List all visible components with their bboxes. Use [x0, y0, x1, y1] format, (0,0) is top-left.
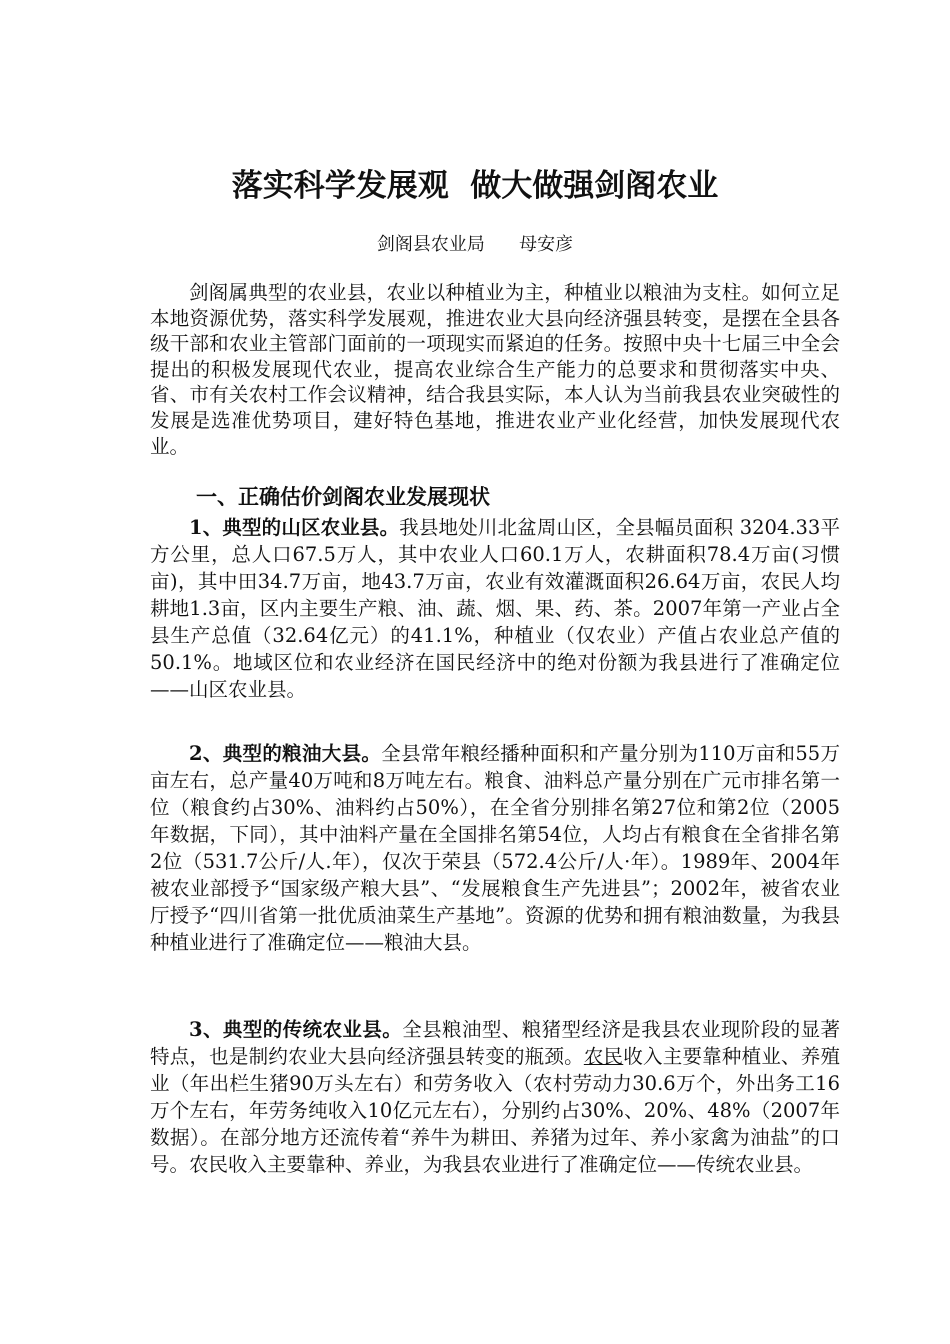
- section-heading: 一、正确估价剑阁农业发展现状: [196, 485, 490, 509]
- intro-paragraph: 剑阁属典型的农业县，农业以种植业为主，种植业以粮油为支柱。如何立足本地资源优势，落实科学发展观，推进农业大县向经济强县转变，是摆在全县各级干部和农业主管部门面前的一项现实而紧迫的任务。按照中央十七届三中全会提出的积极发展现代农业，提高农业综合生产能力的总要求和贯彻落实中央、省、市有关农村工作会议精神，结合我县实际，本人认为当前我县农业突破性的发展是选准优势项目，建好特色基地，推进农业产业化经营，加快发展现代农业。: [150, 281, 840, 458]
- item-2-text: 全县常年粮经播种面积和产量分别为110万亩和55万亩左右，总产量40万吨和8万吨左右。粮食、油料总产量分别在广元市排名第一位（粮食约占30%、油料约占50%），在全省分别排名第27位和第2位（2005年数据，下同），其中油料产量在全国排名第54位，人均占有粮食在全省排名第2位（531.7公斤/人.年），仅次于荣县（572.4公斤/人·年）。1989年、2004年被农业部授予“国家级产粮大县”、“发展粮食生产先进县”；2002年，被省农业厅授予“四川省第一批优质油菜生产基地”。资源的优势和拥有粮油数量，为我县种植业进行了准确定位——粮油大县。: [150, 742, 840, 954]
- item-1-text: 我县地处川北盆周山区，全县幅员面积 3204.33平方公里，总人口67.5万人，其中农业人口60.1万人，农耕面积78.4万亩(习惯亩)，其中田34.7万亩，地43.7万亩，农业有效灌溉面积26.64万亩，农民人均耕地1.3亩，区内主要生产粮、油、蔬、烟、果、药、茶。2007年第一产业占全县生产总值（32.64亿元）的41.1%，种植业（仅农业）产值占农业总产值的50.1%。地域区位和农业经济在国民经济中的绝对份额为我县进行了准确定位——山区农业县。: [150, 516, 840, 701]
- paragraph-item-3: [150, 1016, 840, 1178]
- item-3-heading: 3、典型的传统农业县。: [189, 1018, 403, 1041]
- item-3-underlined-text: 农民: [583, 1045, 624, 1068]
- item-3-text-a: 全县粮油型、粮猪型经济是我县农业现阶段的显著特点，也是制约农业大县向经济强县转变的瓶颈。: [150, 1018, 840, 1068]
- item-3-text-b: 收入主要靠种植业、养殖业（年出栏生猪90万头左右）和劳务收入（农村劳动力30.6万个，外出务工16万个左右，年劳务纯收入10亿元左右），分别约占30%、20%、48%（2007年数据）。在部分地方还流传着“养牛为耕田、养猪为过年、养小家禽为油盐”的口号。农民收入主要靠种、养业，为我县农业进行了准确定位——传统农业县。: [150, 1045, 840, 1176]
- paragraph-item-1: [150, 514, 840, 703]
- item-1-heading: 1、典型的山区农业县。: [189, 516, 400, 539]
- paragraph-item-2: [150, 740, 840, 956]
- document-title: 落实科学发展观 做大做强剑阁农业: [231, 168, 719, 204]
- item-2-heading: 2、典型的粮油大县。: [189, 742, 382, 765]
- author-byline: 剑阁县农业局 母安彦: [376, 234, 574, 255]
